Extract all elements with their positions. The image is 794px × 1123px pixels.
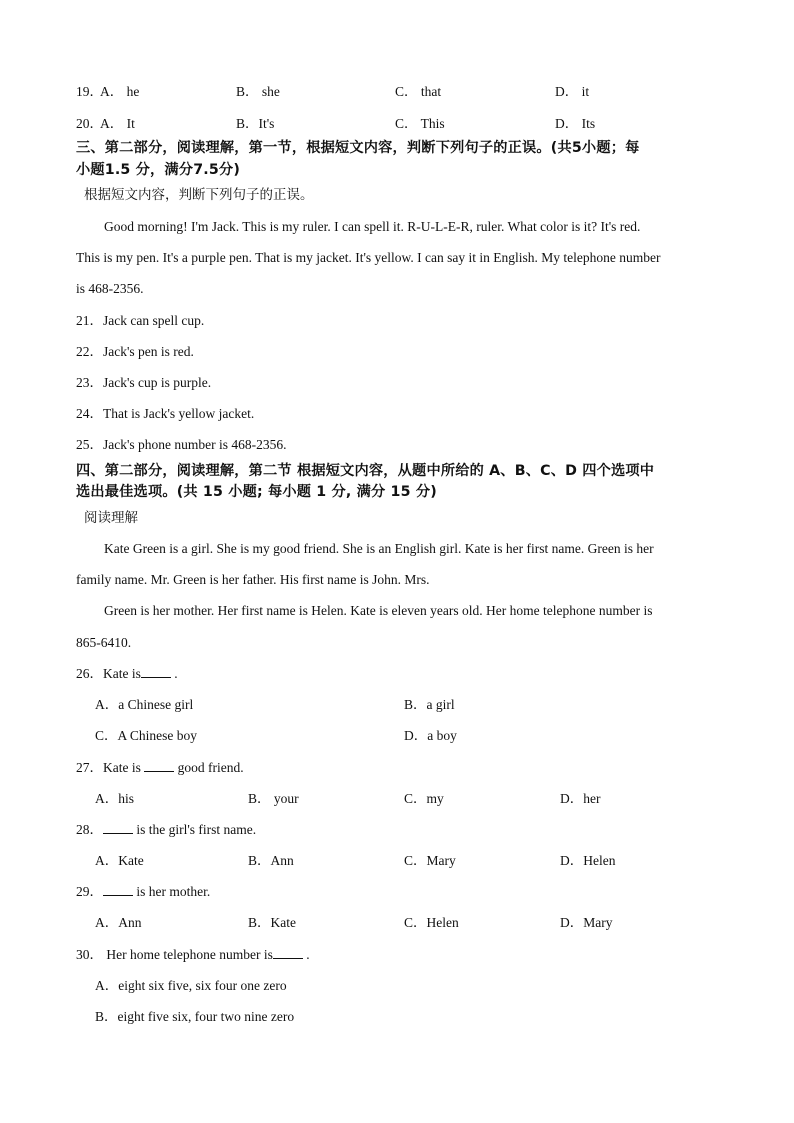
q30-option-a: A．eight six five, six four one zero (95, 978, 287, 993)
passage-2-line-3: Green is her mother. Her first name is Helen. Kate is eleven years old. Her home telephone number is (104, 603, 653, 618)
q26-option-b: B．a girl (404, 697, 455, 712)
q26-stem-before: 26．Kate is (76, 666, 141, 681)
question-28-stem (76, 822, 256, 838)
answer-blank (144, 760, 174, 772)
section-4-instruction: 阅读理解 (84, 510, 138, 526)
section-3-instruction: 根据短文内容，判断下列句子的正误。 (84, 187, 314, 203)
q20-option-c: C． This (395, 116, 445, 131)
q26-stem-after: . (170, 666, 178, 681)
q26-option-c: C．A Chinese boy (95, 728, 198, 743)
q29-option-d: D．Mary (560, 915, 613, 930)
passage-2-line-2: family name. Mr. Green is her father. His first name is John. Mrs. (76, 572, 430, 587)
question-19-number: 19． (76, 84, 103, 99)
q28-option-c: C．Mary (404, 853, 456, 868)
passage-1-line-2: This is my pen. It's a purple pen. That is my jacket. It's yellow. I can say it in English. My telephone number (76, 250, 661, 265)
q29-option-c: C．Helen (404, 915, 459, 930)
q20-option-a: A． It (100, 116, 135, 131)
q29-stem-after: is her mother. (133, 884, 211, 899)
answer-blank (103, 884, 133, 896)
q27-stem-after: good friend. (174, 760, 244, 775)
answer-blank (273, 947, 303, 959)
q30-stem-after: . (302, 947, 310, 962)
answer-blank (141, 666, 171, 678)
q20-option-b: B．It's (236, 116, 275, 131)
q30-option-b: B．eight five six, four two nine zero (95, 1009, 295, 1024)
passage-1-line-3: is 468-2356. (76, 281, 144, 296)
question-21: 21．Jack can spell cup. (76, 313, 205, 328)
q27-option-d: D．her (560, 791, 601, 806)
passage-2-line-1: Kate Green is a girl. She is my good friend. She is an English girl. Kate is her first name. Green is her (104, 541, 654, 556)
answer-blank (103, 822, 133, 834)
q19-option-a: A． he (100, 84, 140, 99)
q28-option-b: B．Ann (248, 853, 294, 868)
q20-option-d: D． Its (555, 116, 596, 131)
q27-option-b: B． your (248, 791, 299, 806)
q28-stem-after: is the girl's first name. (133, 822, 257, 837)
question-23: 23．Jack's cup is purple. (76, 375, 212, 390)
q19-option-b: B． she (236, 84, 280, 99)
section-4-heading-line-2: 选出最佳选项。(共 15 小题; 每小题 1 分, 满分 15 分) (76, 484, 437, 500)
q27-option-c: C．my (404, 791, 444, 806)
q30-stem-before: 30． Her home telephone number is (76, 947, 273, 962)
question-22: 22．Jack's pen is red. (76, 344, 194, 359)
question-20-number: 20． (76, 116, 103, 131)
passage-2-line-4: 865-6410. (76, 635, 132, 650)
q28-stem-before: 28． (76, 822, 103, 837)
section-3-heading-line-2: 小题1.5 分，满分7.5分) (76, 162, 241, 178)
question-30-stem (76, 947, 310, 963)
q26-option-d: D．a boy (404, 728, 457, 743)
q28-option-a: A．Kate (95, 853, 144, 868)
q19-option-c: C． that (395, 84, 442, 99)
question-26-stem (76, 666, 178, 682)
q28-option-d: D．Helen (560, 853, 616, 868)
q26-option-a: A．a Chinese girl (95, 697, 194, 712)
question-29-stem (76, 884, 210, 900)
q19-option-d: D． it (555, 84, 590, 99)
section-3-heading-line-1: 三、第二部分，阅读理解，第一节，根据短文内容，判断下列句子的正误。(共5小题；每 (76, 140, 640, 156)
question-24: 24．That is Jack's yellow jacket. (76, 406, 255, 421)
q29-stem-before: 29． (76, 884, 103, 899)
q27-stem-before: 27．Kate is (76, 760, 145, 775)
q27-option-a: A．his (95, 791, 135, 806)
passage-1-line-1: Good morning! I'm Jack. This is my ruler. I can spell it. R-U-L-E-R, ruler. What color is it? It's red. (104, 219, 641, 234)
section-4-heading-line-1: 四、第二部分，阅读理解，第二节 根据短文内容，从题中所给的 A、B、C、D 四个选项中 (76, 463, 655, 479)
question-27-stem (76, 760, 244, 776)
q29-option-a: A．Ann (95, 915, 142, 930)
q29-option-b: B．Kate (248, 915, 296, 930)
question-25: 25．Jack's phone number is 468-2356. (76, 437, 287, 452)
